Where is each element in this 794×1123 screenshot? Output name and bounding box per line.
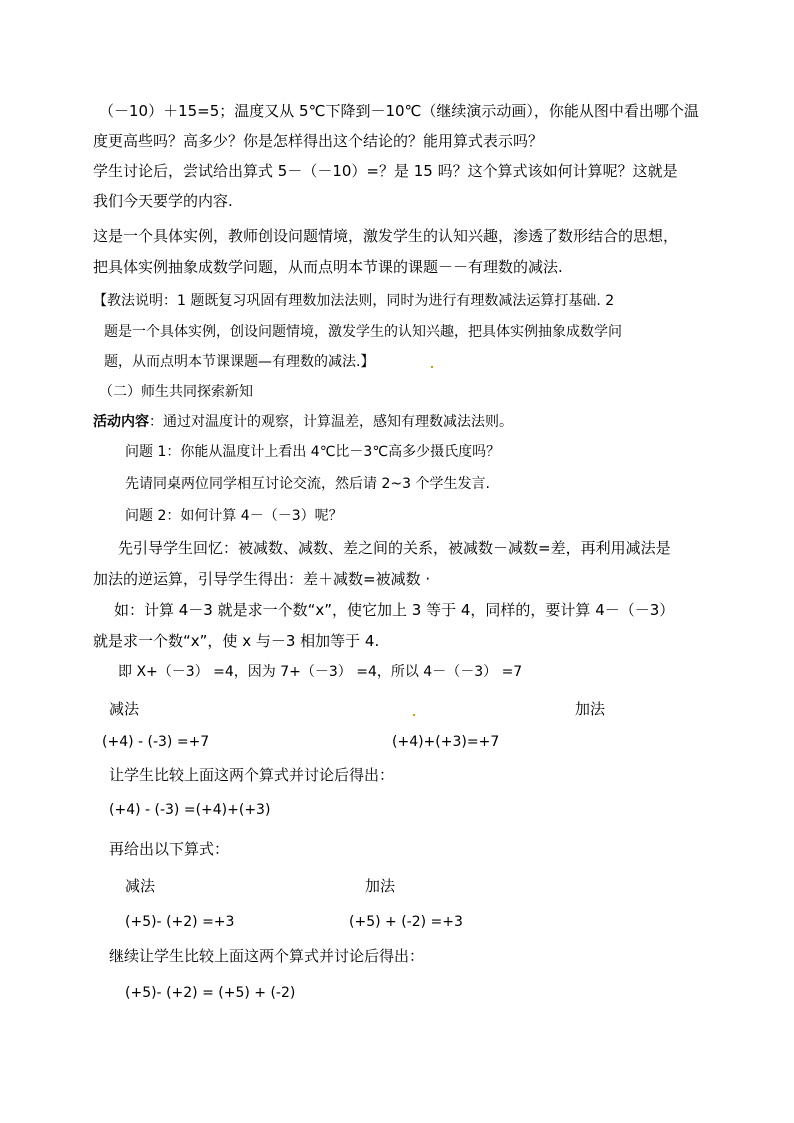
equation-line: 即 X+（－3） =4，因为 7+（－3） =4，所以 4－（－3） =7 [118,664,523,680]
label-addition: 加法 [365,877,396,895]
text-line: 加法的逆运算，引导学生得出：差＋减数=被减数 · [93,570,431,588]
text-line: 如：计算 4－3 就是求一个数“x”，使它加上 3 等于 4，同样的，要计算 4－（－3） [114,601,675,619]
activity-line [93,412,513,432]
text-line: 再给出以下算式： [109,840,230,858]
text-line: 继续让学生比较上面这两个算式并讨论后得出： [109,947,425,965]
equation-subtraction: (+5)- (+2) =+3 [125,914,235,930]
label-subtraction: 减法 [109,700,140,718]
equation-subtraction: (+4) - (-3) =+7 [102,734,210,750]
equation-addition: (+5) + (-2) =+3 [349,914,463,930]
text-line: 这是一个具体实例，教师创设问题情境，激发学生的认知兴趣，渗透了数形结合的思想， [93,227,679,245]
label-addition: 加法 [575,700,606,718]
text-line: 我们今天要学的内容. [93,192,233,210]
label-subtraction: 减法 [125,877,156,895]
text-line: 先引导学生回忆：被减数、减数、差之间的关系，被减数－减数=差，再利用减法是 [118,539,671,557]
text-line: （－10）＋15=5；温度又从 5℃下降到－10℃（继续演示动画），你能从图中看出哪个温 [99,102,699,120]
text-line: 问题 1：你能从温度计上看出 4℃比－3℃高多少摄氏度吗？ [125,444,501,460]
method-note-line: 【教法说明：1 题既复习巩固有理数加法法则，同时为进行有理数减法运算打基础. 2 [93,293,615,309]
equation-line: (+4) - (-3) =(+4)+(+3) [109,802,271,818]
section-heading: （二）师生共同探索新知 [99,384,253,400]
stray-dot [431,366,433,368]
text-line: 让学生比较上面这两个算式并讨论后得出： [109,766,395,784]
text-line: 度更高些吗？高多少？你是怎样得出这个结论的？能用算式表示吗？ [93,132,544,150]
equation-line: (+5)- (+2) = (+5) + (-2) [125,985,296,1001]
activity-label: 活动内容 [93,414,149,430]
text-line: 先请同桌两位同学相互讨论交流，然后请 2~3 个学生发言. [125,476,490,492]
text-line: 把具体实例抽象成数学问题，从而点明本节课的课题－－有理数的减法. [93,258,563,276]
activity-text: ：通过对温度计的观察，计算温差，感知有理数减法法则。 [149,414,513,430]
equation-addition: (+4)+(+3)=+7 [392,734,500,750]
method-note-line: 题是一个具体实例，创设问题情境，激发学生的认知兴趣，把具体实例抽象成数学问 [104,324,622,340]
text-line: 问题 2：如何计算 4－（－3）呢？ [125,508,343,524]
method-note-line: 题，从而点明本节课课题—有理数的减法.】 [104,354,375,370]
text-line: 就是求一个数“x”，使 x 与－3 相加等于 4. [93,632,380,650]
text-line: 学生讨论后，尝试给出算式 5－（－10）=？是 15 吗？这个算式该如何计算呢？这就是 [93,162,678,180]
stray-dot [413,714,415,716]
